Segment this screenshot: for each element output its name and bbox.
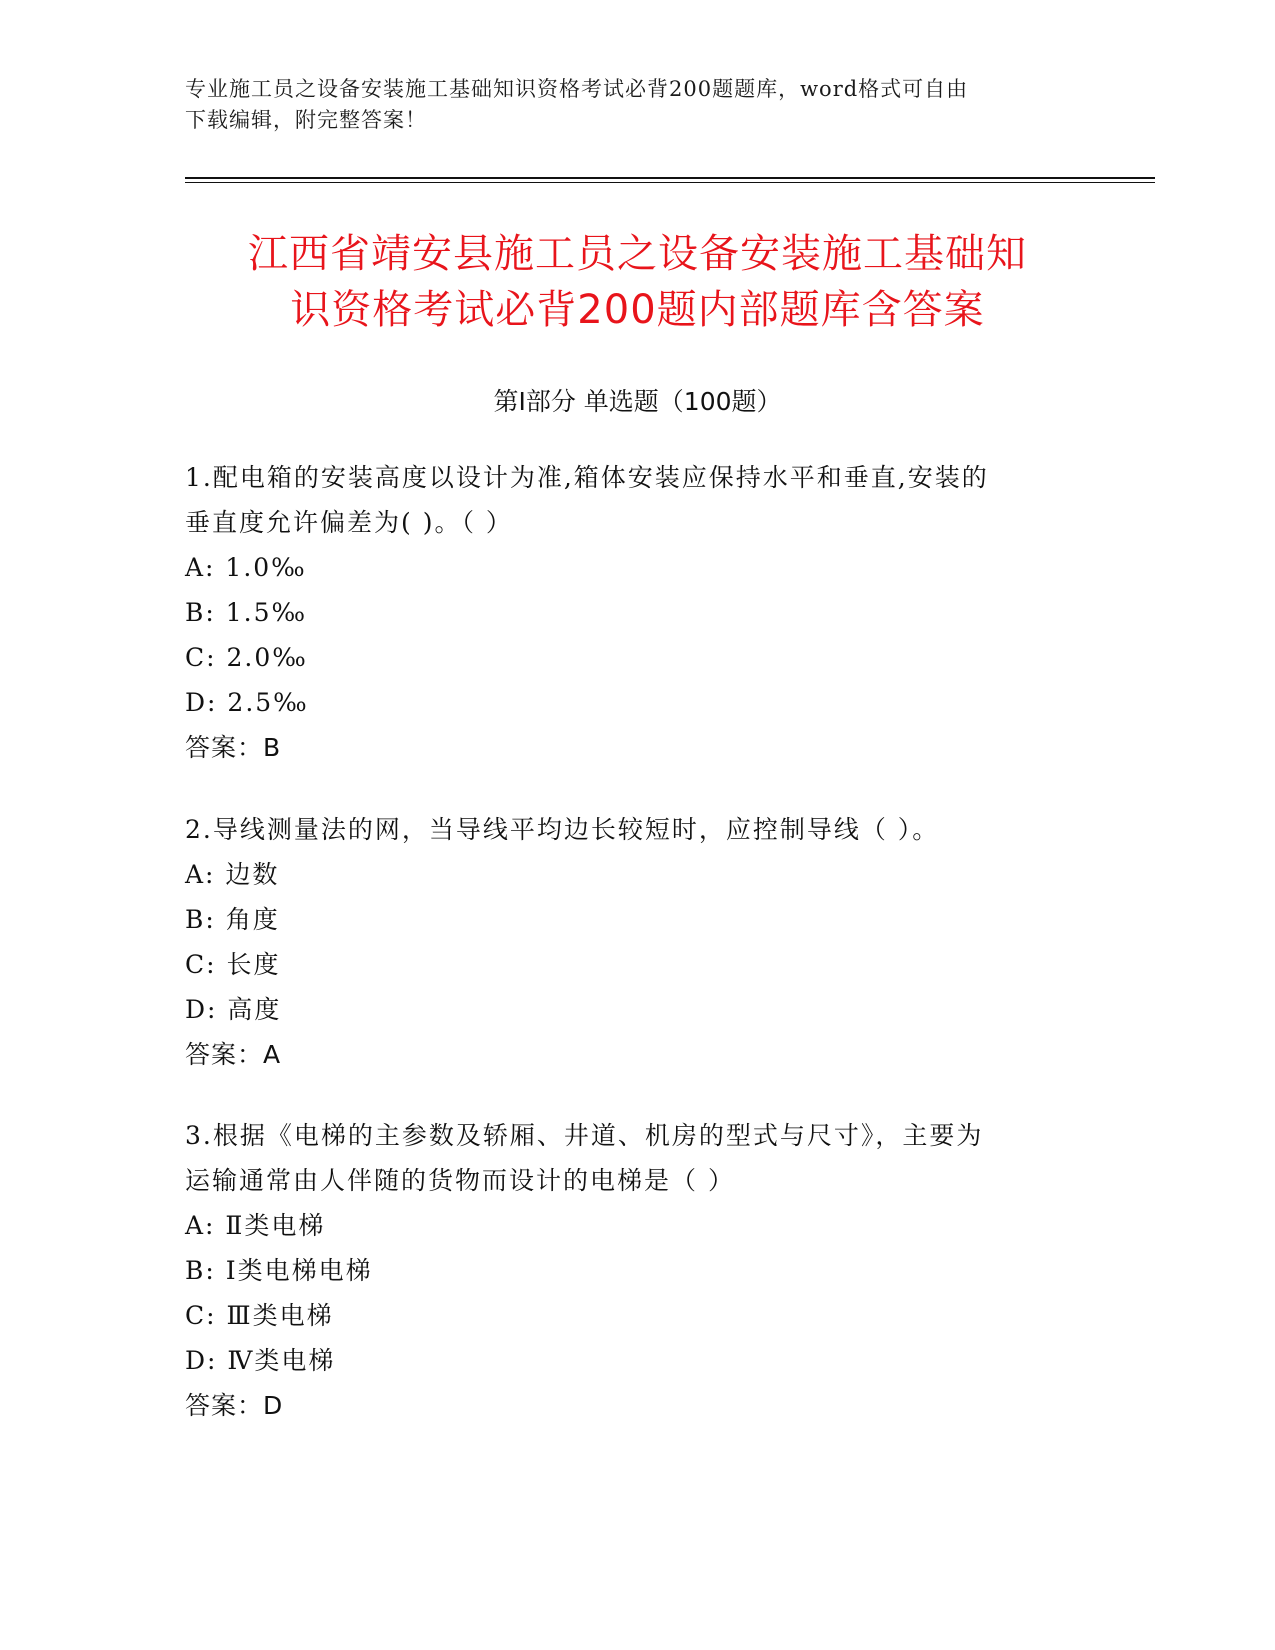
header-divider-thick xyxy=(185,177,1155,179)
question-stem-line-1: 3.根据《电梯的主参数及轿厢、井道、机房的型式与尺寸》，主要为 xyxy=(185,1121,984,1150)
question-stem-line-2: 垂直度允许偏差为( )。（ ） xyxy=(185,508,513,537)
document-title xyxy=(150,226,1125,338)
option-d: D: 2.5‰ xyxy=(185,688,309,717)
header-divider-thin xyxy=(185,182,1155,183)
question-stem xyxy=(185,807,1085,852)
question-3 xyxy=(185,1113,1085,1428)
answer-label: 答案：A xyxy=(185,1040,282,1069)
question-2 xyxy=(185,807,1085,1077)
option-a: A: Ⅱ类电梯 xyxy=(185,1211,326,1240)
question-stem xyxy=(185,1113,1085,1203)
section-heading: 第Ⅰ部分 单选题（100题） xyxy=(493,387,782,416)
option-c: C: Ⅲ类电梯 xyxy=(185,1301,334,1330)
question-stem-line-1: 1.配电箱的安装高度以设计为准,箱体安装应保持水平和垂直,安装的 xyxy=(185,463,989,492)
document-title-line-2: 识资格考试必背200题内部题库含答案 xyxy=(290,287,985,333)
option-b: B: Ⅰ类电梯电梯 xyxy=(185,1256,373,1285)
document-title-line-1: 江西省靖安县施工员之设备安装施工基础知 xyxy=(248,231,1027,277)
question-stem-line-1: 2.导线测量法的网，当导线平均边长较短时，应控制导线（ ）。 xyxy=(185,815,940,844)
option-d: D: Ⅳ类电梯 xyxy=(185,1346,336,1375)
option-b: B: 1.5‰ xyxy=(185,598,308,627)
header-note xyxy=(185,74,1085,136)
answer-label: 答案：D xyxy=(185,1391,284,1420)
question-stem xyxy=(185,455,1085,545)
answer-label: 答案：B xyxy=(185,733,282,762)
option-a: A: 1.0‰ xyxy=(185,553,307,582)
option-a: A: 边数 xyxy=(185,860,280,889)
question-1 xyxy=(185,455,1085,770)
header-note-line-2: 下载编辑，附完整答案！ xyxy=(185,108,427,132)
question-stem-line-2: 运输通常由人伴随的货物而设计的电梯是（ ） xyxy=(185,1166,735,1195)
option-b: B: 角度 xyxy=(185,905,280,934)
option-d: D: 高度 xyxy=(185,995,282,1024)
header-note-line-1: 专业施工员之设备安装施工基础知识资格考试必背200题题库，word格式可自由 xyxy=(185,77,969,101)
option-c: C: 2.0‰ xyxy=(185,643,308,672)
option-c: C: 长度 xyxy=(185,950,281,979)
